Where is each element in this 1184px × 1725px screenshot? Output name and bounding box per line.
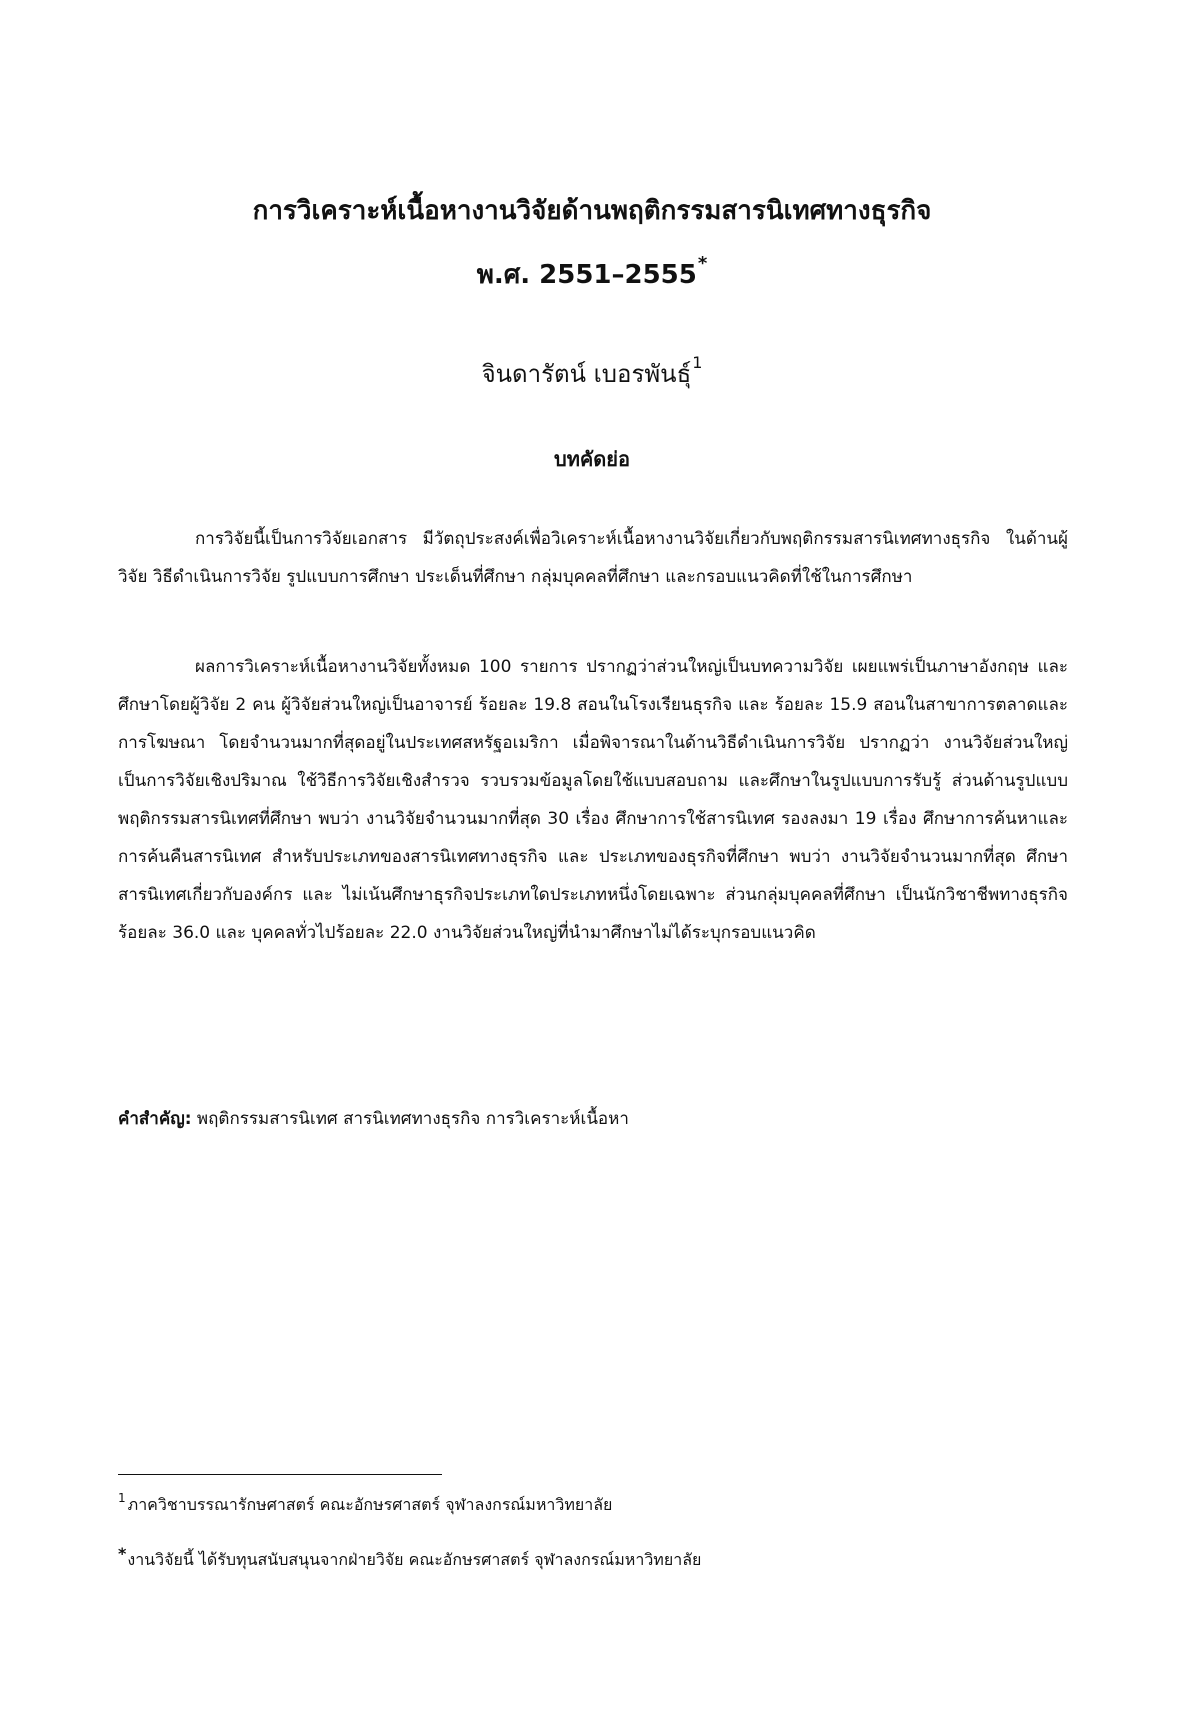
author-footnote-mark: 1 [692, 353, 703, 372]
footnote-mark: 1 [118, 1491, 126, 1505]
footnote-funding [118, 1544, 1068, 1573]
footnote-text: งานวิจัยนี้ ได้รับทุนสนับสนุนจากฝ่ายวิจัย คณะอักษรศาสตร์ จุฬาลงกรณ์มหาวิทยาลัย [127, 1550, 702, 1569]
author-line [120, 353, 1064, 393]
footnote-affiliation [118, 1492, 1068, 1519]
paper-title-line-1: การวิเคราะห์เนื้อหางานวิจัยด้านพฤติกรรมสารนิเทศทางธุรกิจ [252, 196, 932, 226]
abstract-paragraph-2: ผลการวิเคราะห์เนื้อหางานวิจัยทั้งหมด 100 รายการ ปรากฏว่าส่วนใหญ่เป็นบทความวิจัย เผยแพร่เป็นภาษาอังกฤษ และศึกษาโดยผู้วิจัย 2 คน ผู้วิจัยส่วนใหญ่เป็นอาจารย์ ร้อยละ 19.8 สอนในโรงเรียนธุรกิจ และ ร้อยละ 15.9 สอนในสาขาการตลาดและการโฆษณา โดยจำนวนมากที่สุดอยู่ในประเทศสหรัฐอเมริกา เมื่อพิจารณาในด้านวิธีดำเนินการวิจัย ปรากฏว่า งานวิจัยส่วนใหญ่ เป็นการวิจัยเชิงปริมาณ ใช้วิธีการวิจัยเชิงสำรวจ รวบรวมข้อมูลโดยใช้แบบสอบถาม และศึกษาในรูปแบบการรับรู้ ส่วนด้านรูปแบบพฤติกรรมสารนิเทศที่ศึกษา พบว่า งานวิจัยจำนวนมากที่สุด 30 เรื่อง ศึกษาการใช้สารนิเทศ รองลงมา 19 เรื่อง ศึกษาการค้นหาและการค้นคืนสารนิเทศ สำหรับประเภทของสารนิเทศทางธุรกิจ และ ประเภทของธุรกิจที่ศึกษา พบว่า งานวิจัยจำนวนมากที่สุด ศึกษาสารนิเทศเกี่ยวกับองค์กร และ ไม่เน้นศึกษาธุรกิจประเภทใดประเภทหนึ่งโดยเฉพาะ ส่วนกลุ่มบุคคลที่ศึกษา เป็นนักวิชาชีพทางธุรกิจ ร้อยละ 36.0 และ บุคคลทั่วไปร้อยละ 22.0 งานวิจัยส่วนใหญ่ที่นำมาศึกษาไม่ได้ระบุกรอบแนวคิด [118, 657, 1068, 943]
footnote-mark: * [118, 1544, 127, 1563]
keywords-label: คำสำคัญ: [118, 1109, 192, 1129]
author-name: จินดารัตน์ เบอรพันธุ์ [481, 360, 692, 388]
keywords-text: พฤติกรรมสารนิเทศ สารนิเทศทางธุรกิจ การวิเคราะห์เนื้อหา [196, 1109, 629, 1129]
paper-title-line-2 [120, 253, 1064, 295]
abstract-heading: บทคัดย่อ [554, 447, 630, 471]
footnote-separator [118, 1474, 442, 1475]
abstract-paragraph-1: การวิจัยนี้เป็นการวิจัยเอกสาร มีวัตถุประสงค์เพื่อวิเคราะห์เนื้อหางานวิจัยเกี่ยวกับพฤติกรรมสารนิเทศทางธุรกิจ ในด้านผู้วิจัย วิธีดำเนินการวิจัย รูปแบบการศึกษา ประเด็นที่ศึกษา กลุ่มบุคคลที่ศึกษา และกรอบแนวคิดที่ใช้ในการศึกษา [118, 529, 1068, 587]
funding-footnote-mark: * [697, 253, 708, 274]
footnote-text: ภาควิชาบรรณารักษศาสตร์ คณะอักษรศาสตร์ จุฬาลงกรณ์มหาวิทยาลัย [127, 1495, 613, 1514]
keywords-line [118, 1104, 1068, 1134]
paper-title-years: พ.ศ. 2551–2555 [476, 260, 697, 290]
